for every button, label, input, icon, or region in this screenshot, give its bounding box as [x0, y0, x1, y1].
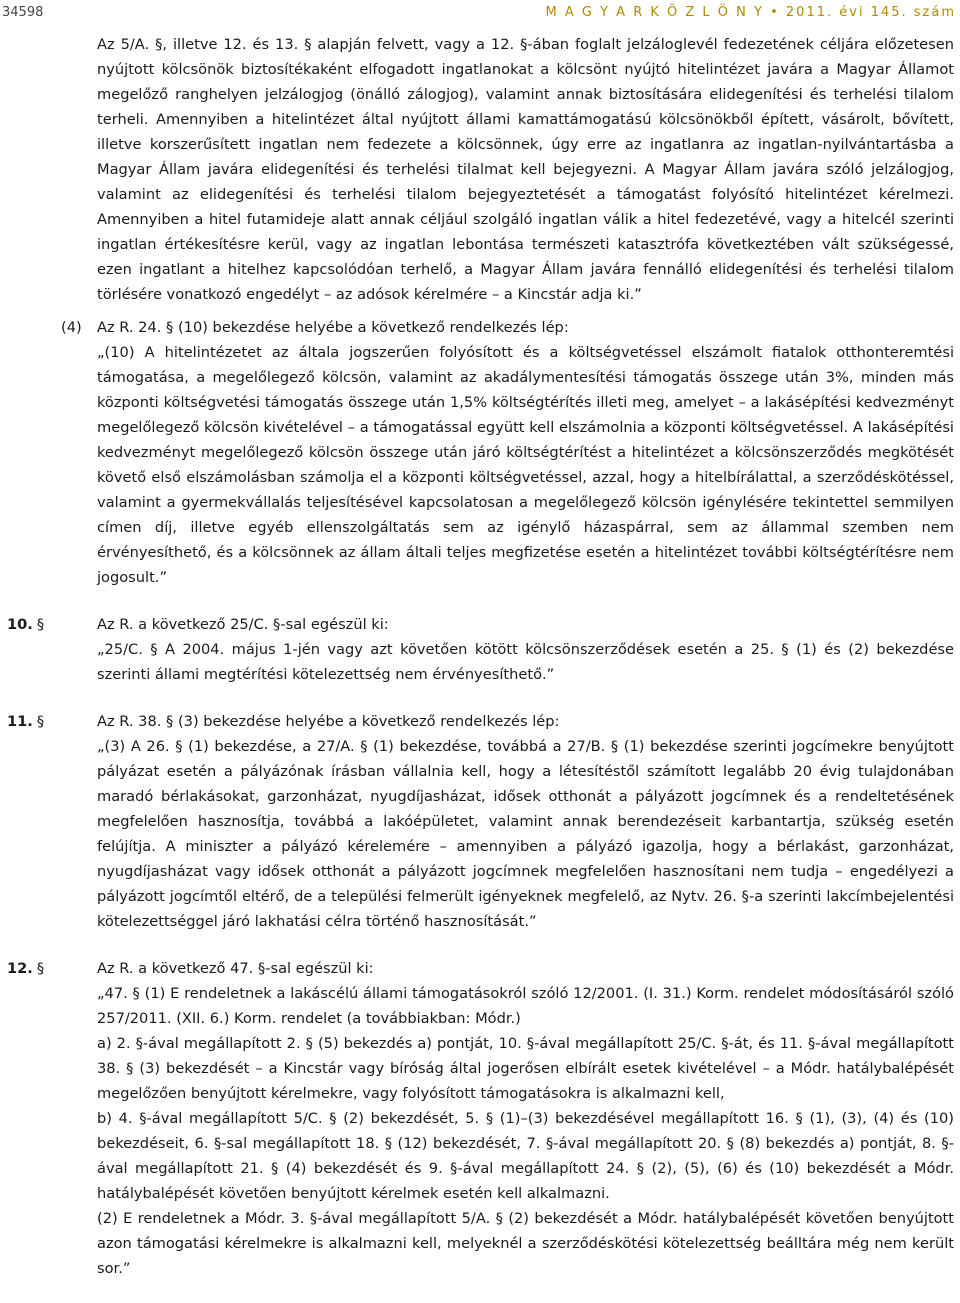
document-body	[0, 32, 960, 1281]
section-sign: §	[36, 960, 45, 977]
section-paragraph: b) 4. §-ával megállapított 5/C. § (2) bekezdését, 5. § (1)–(3) bekezdésével megállapított 16. § (1), (3), (4) és (10) bekezdéseit, 6. §-sal megállapított 18. § (12) bekezdését, 7. §-ával megállapított 20. § (8) bekezdés a) pontját, 8. §-ával megállapított 21. § (4) bekezdését és 9. §-ával megállapított 24. § (2), (5), (6) és (10) bekezdését a Módr. hatálybalépését követően benyújtott kérelmek esetén kell alkalmazni.	[97, 1110, 954, 1202]
section-lead: Az R. a következő 47. §-sal egészül ki:	[97, 960, 374, 977]
subsection-lead: Az R. 24. § (10) bekezdése helyébe a következő rendelkezés lép:	[97, 319, 569, 336]
section-paragraph: „(3) A 26. § (1) bekezdése, a 27/A. § (1) bekezdése, továbbá a 27/B. § (1) bekezdése szerinti jogcímekre benyújtott pályázat esetén a pályázónak írásban vállalnia kell, hogy a létesítéstől számított legalább 20 évig tulajdonában maradó bérlakásokat, garzonházat, nyugdíjasházat, idősek otthonát a pályázott jogcímnek és a rendeltetésének megfelelően hasznosítja, továbbá a lakóépületet, valamint annak berendezéseit karbantartja, szükség esetén felújítja. A miniszter a pályázó kérelemére – amennyiben a pályázó igazolja, hogy a bérlakást, garzonházat, nyugdíjasházat vagy idősek otthonát a pályázott jogcímnek megfelelően hasznosítani nem tudja – engedélyezi a pályázott jogcímtől eltérő, de a települési felmerült igényeknek megfelelő, az Nytv. 26. §-a szerinti lakcímbejelentési kötelezettséggel járó lakhatási célra történő hasznosítását.”	[97, 738, 954, 930]
page-number: 34598	[2, 5, 44, 20]
intro-paragraph: Az 5/A. §, illetve 12. és 13. § alapján felvett, vagy a 12. §-ában foglalt jelzáloglevél fedezetének céljára előzetesen nyújtott kölcsönök biztosítékaként elfogadott ingatlanokat a kölcsönt nyújtó hitelintézet javára a Magyar Államot megelőző ranghelyen jelzálogjog (önálló zálogjog), valamint annak biztosítására elidegenítési és terhelési tilalom terheli. Amennyiben a hitelintézet által nyújtott állami kamattámogatású kölcsönökből épített, vásárolt, bővített, illetve korszerűsített ingatlan nem fedezete a kölcsönnek, úgy erre az ingatlanra az ingatlan-nyilvántartásba a Magyar Állam javára elidegenítési és terhelési tilalmat kell bejegyezni. A Magyar Állam javára szóló jelzálogjog, valamint az elidegenítési és terhelési tilalom bejegyeztetését a támogatást folyósító hitelintézet kérelmezi. Amennyiben a hitel futamideje alatt annak céljául szolgáló ingatlan válik a hitel fedezetévé, vagy a hitelcél szerinti ingatlan értékesítésre kerül, vagy az ingatlan lebontása természeti katasztrófa következtében vált szükségessé, ezen ingatlant a hitelhez kapcsolódóan terhelő, a Magyar Állam javára fennálló elidegenítési és terhelési tilalom törlésére vonatkozó engedélyt – az adósok kérelmére – a Kincstár adja ki.”	[97, 36, 954, 303]
section-lead: Az R. a következő 25/C. §-sal egészül ki:	[97, 616, 389, 633]
section-number: 10. §	[7, 616, 45, 633]
section-number: 12. §	[7, 960, 45, 977]
page-header	[0, 0, 960, 20]
section-paragraph: „47. § (1) E rendeletnek a lakáscélú állami támogatásokról szóló 12/2001. (I. 31.) Korm. rendelet módosításáról szóló 257/2011. (XII. 6.) Korm. rendelet (a továbbiakban: Módr.)	[97, 985, 954, 1027]
section-item-10	[7, 612, 954, 687]
section-item-11	[7, 709, 954, 934]
subsection-number: (4)	[61, 319, 82, 336]
subsection-4-quote: „(10) A hitelintézetet az általa jogszerűen folyósított és a költségvetéssel elszámolt fiatalok otthonteremtési támogatása, a megelőlegező kölcsön, valamint az akadálymentesítési támogatás összege után 3%, minden más központi költségvetési támogatás összege után 1,5% költségtérítés illeti meg, amelyet – a lakásépítési kedvezményt megelőlegező kölcsön kivételével – a támogatással együtt kell elszámolnia a központi költségvetéssel. A lakásépítési kedvezményt megelőlegező kölcsön összege után járó költségtérítést a hitelintézet a kölcsönszerződés megkötését követő első elszámolásban számolja el a központi költségvetéssel, azzal, hogy a hitelbírálattal, a szerződéskötéssel, valamint a gyermekvállalás teljesítésével kapcsolatosan a megelőlegező kölcsön igénylésére tekintettel semmilyen címen díj, illetve egyéb ellenszolgáltatás sem az igénylő házaspárral, sem az állammal szemben nem érvényesíthető, és a kölcsönnek az állam általi teljes megfizetése esetén a hitelintézet további költségtérítésre nem jogosult.”	[97, 344, 954, 586]
section-paragraph: a) 2. §-ával megállapított 2. § (5) bekezdés a) pontját, 10. §-ával megállapított 25/C. §-át, és 11. §-ával megállapított 38. § (3) bekezdését – a Kincstár vagy bíróság által jogerősen elbírált esetek kivételével – a Módr. hatálybalépését megelőzően benyújtott kérelmekre, vagy folyósított támogatásokra is alkalmazni kell,	[97, 1035, 954, 1102]
section-paragraph: (2) E rendeletnek a Módr. 3. §-ával megállapított 5/A. § (2) bekezdését a Módr. hatálybalépését követően benyújtott azon támogatási kérelmekre is alkalmazni kell, melyeknél a szerződéskötési kötelezettség beálltára még nem került sor.”	[97, 1210, 954, 1277]
section-paragraph: „25/C. § A 2004. május 1-jén vagy azt követően kötött kölcsönszerződések esetén a 25. § (1) és (2) bekezdése szerinti állami megtérítési kötelezettség nem érvényesíthető.”	[97, 641, 954, 683]
subsection-4	[61, 315, 954, 340]
running-title: M A G Y A R K Ö Z L Ö N Y • 2011. évi 145. szám	[545, 5, 956, 20]
section-item-12	[7, 956, 954, 1281]
section-number: 11. §	[7, 713, 45, 730]
section-sign: §	[36, 616, 45, 633]
section-sign: §	[36, 713, 45, 730]
section-lead: Az R. 38. § (3) bekezdése helyébe a következő rendelkezés lép:	[97, 713, 560, 730]
